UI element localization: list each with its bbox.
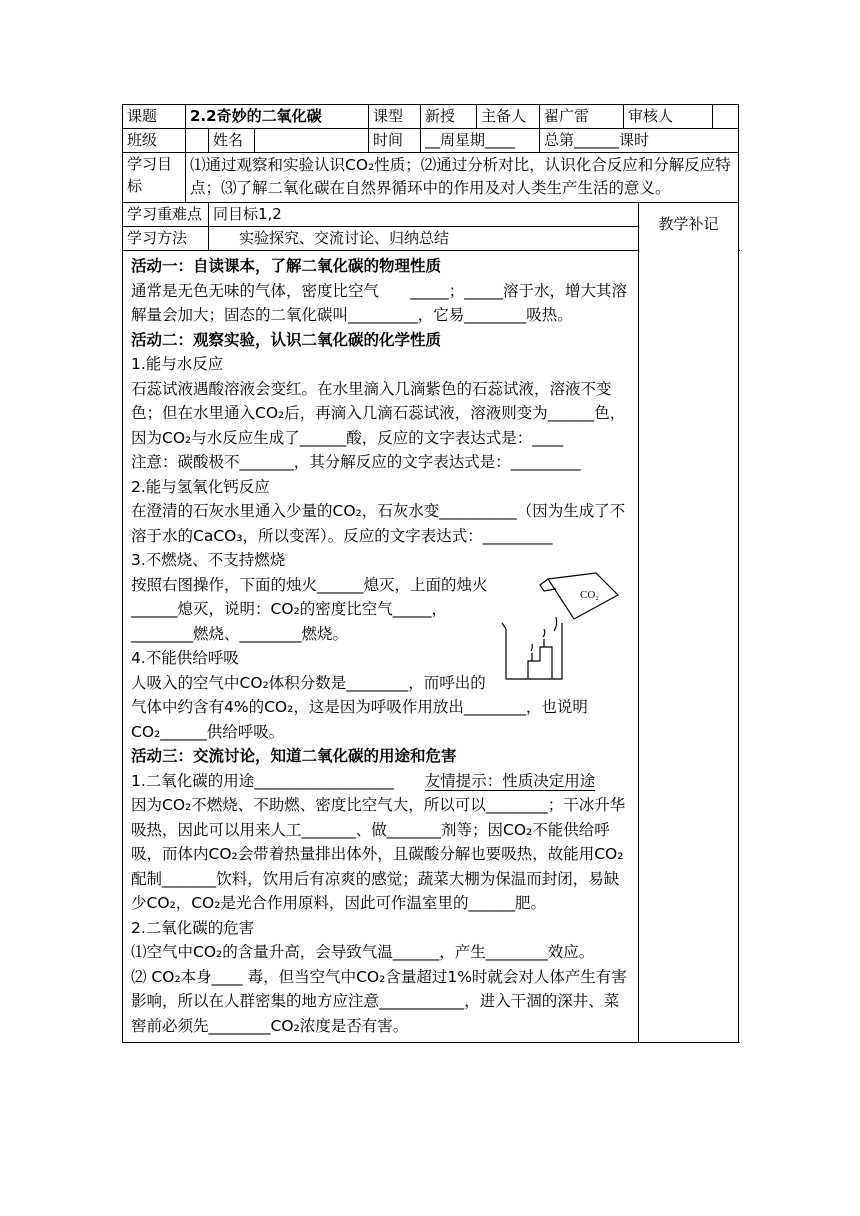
beaker-icon xyxy=(506,623,562,679)
side-notes-cell xyxy=(639,203,739,1043)
hint-note: 友情提示：性质决定用途 xyxy=(424,771,596,790)
cell-class-label: 班级 xyxy=(123,129,186,153)
methods-value: 实验探究、交流讨论、归纳总结 xyxy=(209,227,639,251)
cell-class-value xyxy=(186,129,209,153)
cell-subject-value: 2.2奇妙的二氧化碳 xyxy=(186,105,369,129)
goals-text: ⑴通过观察和实验认识CO₂性质；⑵通过分析对比，认识化合反应和分解反应特点；⑶了解二氧化碳在自然界循环中的作用及对人类生产生活的意义。 xyxy=(186,153,739,203)
section-water-text: 石蕊试液遇酸溶液会变红。在水里滴入几滴紫色的石蕊试液，溶液不变色；但在水里通入CO₂后，再滴入几滴石蕊试液，溶液则变为______色，因为CO₂与水反应生成了______酸，反应的文字表达式是：____ xyxy=(131,379,626,447)
lesson-plan-table xyxy=(122,104,739,1043)
cell-type-value: 新授 xyxy=(421,105,477,129)
section-water-heading: 1.能与水反应 xyxy=(131,355,224,373)
co2-bottle-label: CO₂ xyxy=(580,588,600,601)
section-uses-heading: 1.二氧化碳的用途__________________ xyxy=(131,771,425,790)
activity-3-heading: 活动三：交流讨论，知道二氧化碳的用途和危害 xyxy=(131,747,457,765)
cell-lesson-count: 总第______课时 xyxy=(540,129,739,153)
cell-reviewer-label: 审核人 xyxy=(624,105,713,129)
keypoints-row xyxy=(123,203,739,227)
cell-reviewer-value xyxy=(713,105,739,129)
cell-name-label: 姓名 xyxy=(209,129,255,153)
section-uses-text: 因为CO₂不燃烧、不助燃、密度比空气大，所以可以________；干冰升华吸热，因此可以用来人工_______、做_______剂等；因CO₂不能供给呼吸，而体内CO₂会带着热量排出体外，且碳酸分解也要吸热，故能用CO₂配制_______饮料，饮用后有凉爽的感觉；蔬菜大棚为保温而封闭，易缺少CO₂，CO₂是光合作用原料，因此可作温室里的______肥。 xyxy=(131,796,626,912)
section-combustion-text: 按照右图操作，下面的烛火______熄灭，上面的烛火______熄灭，说明：CO₂的密度比空气_____，________燃烧、________燃烧。 xyxy=(131,575,488,643)
section-breathing-text: 人吸入的空气中CO₂体积分数是________，而呼出的气体中约含有4%的CO₂，这是因为呼吸作用放出________，也说明CO₂______供给呼吸。 xyxy=(131,673,588,741)
cell-time-value: __周星期____ xyxy=(421,129,540,153)
activity-1-text: 通常是无色无味的气体，密度比空气 _____；_____溶于水，增大其溶解量会加大；固态的二氧化碳叫_________，它易________吸热。 xyxy=(131,281,628,324)
lesson-plan-sheet xyxy=(122,104,738,1043)
cell-name-value xyxy=(255,129,369,153)
keypoints-value: 同目标1,2 xyxy=(209,203,639,227)
section-hazards-item-1: ⑴空气中CO₂的含量升高，会导致气温______，产生________效应。 xyxy=(131,943,595,961)
activity-1-heading: 活动一：自读课本，了解二氧化碳的物理性质 xyxy=(131,257,442,275)
keypoints-label: 学习重难点 xyxy=(123,203,209,227)
section-hazards-item-2: ⑵ CO₂本身____ 毒，但当空气中CO₂含量超过1%时就会对人体产生有害影响，所以在人群密集的地方应注意___________，进入干涸的深井、菜窖前必须先________CO₂浓度是否有害。 xyxy=(131,967,627,1035)
goals-row xyxy=(123,153,739,203)
goals-label: 学习目标 xyxy=(123,153,186,203)
section-uses-heading-line xyxy=(131,769,630,794)
step-stand-icon xyxy=(528,647,552,679)
cell-preparer-value: 翟广雷 xyxy=(540,105,624,129)
candle-experiment-figure xyxy=(500,567,628,685)
header-row-1 xyxy=(123,105,739,129)
section-combustion-heading: 3.不燃烧、不支持燃烧 xyxy=(131,551,286,569)
side-notes-label: 教学补记 xyxy=(658,215,719,233)
cell-type-label: 课型 xyxy=(369,105,421,129)
section-hazards-heading: 2.二氧化碳的危害 xyxy=(131,918,255,937)
methods-label: 学习方法 xyxy=(123,227,209,251)
activities-cell xyxy=(123,251,639,1043)
header-row-2 xyxy=(123,129,739,153)
section-water-note: 注意：碳酸极不_______，其分解反应的文字表达式是：_________ xyxy=(131,453,581,471)
activity-2-heading: 活动二：观察实验，认识二氧化碳的化学性质 xyxy=(131,330,442,349)
cell-subject-label: 课题 xyxy=(123,105,186,129)
section-limewater-heading: 2.能与氢氧化钙反应 xyxy=(131,477,270,496)
section-breathing-heading: 4.不能供给呼吸 xyxy=(131,649,239,667)
cell-time-label: 时间 xyxy=(369,129,421,153)
cell-preparer-label: 主备人 xyxy=(477,105,540,129)
section-limewater-text: 在澄清的石灰水里通入少量的CO₂，石灰水变__________（因为生成了不溶于水的CaCO₃，所以变浑）。反应的文字表达式：_________ xyxy=(131,502,626,545)
